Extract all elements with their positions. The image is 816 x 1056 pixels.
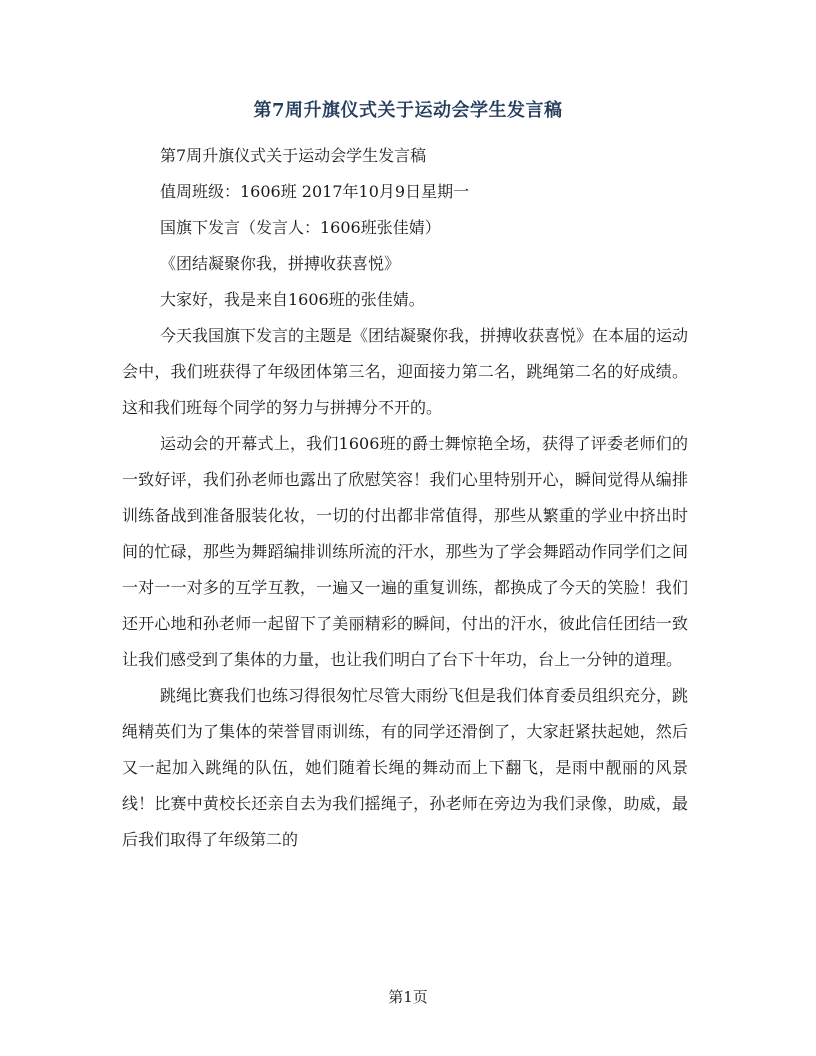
paragraph-rope-skipping: 跳绳比赛我们也练习得很匆忙尽管大雨纷飞但是我们体育委员组织充分，跳绳精英们为了集体的荣誉冒雨训练，有的同学还滑倒了，大家赶紧扶起她，然后又一起加入跳绳的队伍，她们随着长绳的舞动而上下翻飞，是雨中靓丽的风景线！比赛中黄校长还亲自去为我们摇绳子，孙老师在旁边为我们录像，助威，最后我们取得了年级第二的 <box>122 686 689 849</box>
header-line-speaker: 国旗下发言（发言人：1606班张佳婧） <box>160 218 441 237</box>
header-line-doc-title: 第7周升旗仪式关于运动会学生发言稿 <box>160 146 427 165</box>
paragraph-theme: 今天我国旗下发言的主题是《团结凝聚你我，拼搏收获喜悦》在本届的运动会中，我们班获得了年级团体第三名，迎面接力第二名，跳绳第二名的好成绩。这和我们班每个同学的努力与拼搏分不开的。 <box>122 326 689 417</box>
header-line-duty-class: 值周班级：1606班 2017年10月9日星期一 <box>160 182 470 201</box>
header-line-greeting: 大家好，我是来自1606班的张佳婧。 <box>160 290 425 309</box>
paragraph-opening-ceremony: 运动会的开幕式上，我们1606班的爵士舞惊艳全场，获得了评委老师们的一致好评，我们孙老师也露出了欣慰笑容！我们心里特别开心，瞬间觉得从编排训练备战到准备服装化妆，一切的付出都非常值得，那些从繁重的学业中挤出时间的忙碌，那些为舞蹈编排训练所流的汗水，那些为了学会舞蹈动作同学们之间一对一一对多的互学互教，一遍又一遍的重复训练，都换成了今天的笑脸！我们还开心地和孙老师一起留下了美丽精彩的瞬间，付出的汗水，彼此信任团结一致让我们感受到了集体的力量，也让我们明白了台下十年功，台上一分钟的道理。 <box>122 434 688 669</box>
page-title: 第7周升旗仪式关于运动会学生发言稿 <box>253 100 563 121</box>
document-body <box>122 138 688 858</box>
page-number: 第1页 <box>388 988 428 1006</box>
header-line-speech-title: 《团结凝聚你我，拼搏收获喜悦》 <box>160 254 401 273</box>
